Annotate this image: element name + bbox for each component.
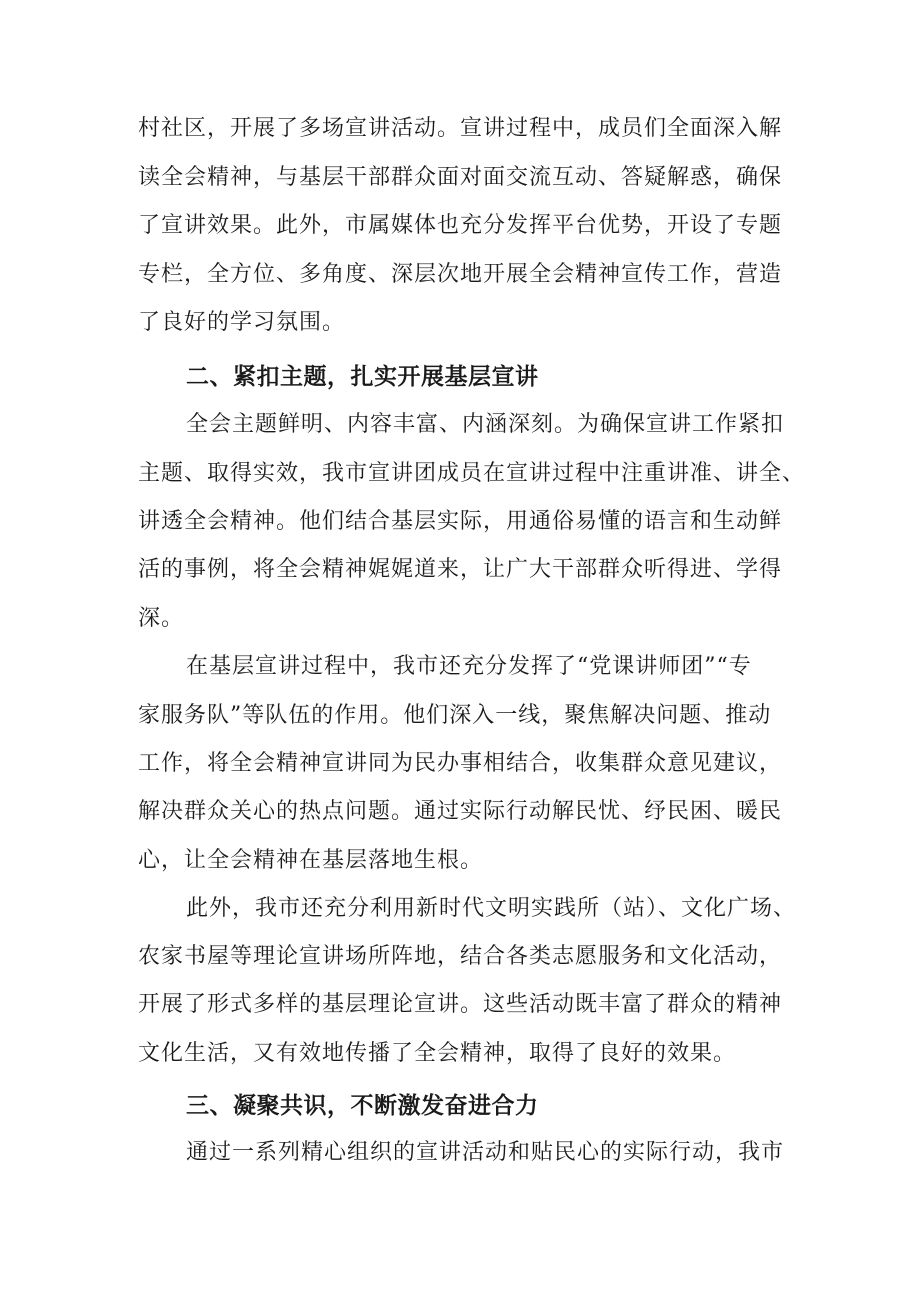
paragraph-line: 了宣讲效果。此外，市属媒体也充分发挥平台优势，开设了专题 (138, 213, 783, 238)
paragraph-line: 全会主题鲜明、内容丰富、内涵深刻。为确保宣讲工作紧扣 (186, 412, 785, 437)
paragraph-line: 开展了形式多样的基层理论宣讲。这些活动既丰富了群众的精神 (138, 992, 783, 1017)
paragraph-line: 在基层宣讲过程中，我市还充分发挥了“党课讲师团”“专 (186, 654, 752, 679)
paragraph-line: 读全会精神，与基层干部群众面对面交流互动、答疑解惑，确保 (138, 165, 783, 190)
paragraph-line: 讲透全会精神。他们结合基层实际，用通俗易懂的语言和生动鲜 (138, 509, 783, 534)
paragraph-line: 家服务队”等队伍的作用。他们深入一线，聚焦解决问题、推动 (138, 703, 772, 728)
paragraph-line: 心，让全会精神在基层落地生根。 (138, 848, 484, 873)
paragraph-line: 村社区，开展了多场宣讲活动。宣讲过程中，成员们全面深入解 (138, 116, 783, 141)
paragraph-line: 主题、取得实效，我市宣讲团成员在宣讲过程中注重讲准、讲全、 (138, 461, 806, 486)
paragraph-line: 农家书屋等理论宣讲场所阵地，结合各类志愿服务和文化活动， (138, 944, 783, 969)
paragraph-line: 专栏，全方位、多角度、深层次地开展全会精神宣传工作，营造 (138, 262, 783, 287)
paragraph-line: 工作，将全会精神宣讲同为民办事相结合，收集群众意见建议， (138, 751, 783, 776)
paragraph-line: 解决群众关心的热点问题。通过实际行动解民忧、纾民困、暖民 (138, 799, 783, 824)
section-heading-3: 三、凝聚共识，不断激发奋进合力 (186, 1093, 539, 1119)
paragraph-line: 活的事例，将全会精神娓娓道来，让广大干部群众听得进、学得 (138, 557, 783, 582)
paragraph-line: 通过一系列精心组织的宣讲活动和贴民心的实际行动，我市 (186, 1140, 785, 1165)
section-heading-2: 二、紧扣主题，扎实开展基层宣讲 (186, 364, 539, 390)
paragraph-line: 此外，我市还充分利用新时代文明实践所（站）、文化广场、 (186, 896, 797, 921)
paragraph-line: 文化生活，又有效地传播了全会精神，取得了良好的效果。 (138, 1041, 737, 1066)
paragraph-line: 深。 (138, 606, 185, 631)
paragraph-line: 了良好的学习氛围。 (138, 310, 346, 335)
